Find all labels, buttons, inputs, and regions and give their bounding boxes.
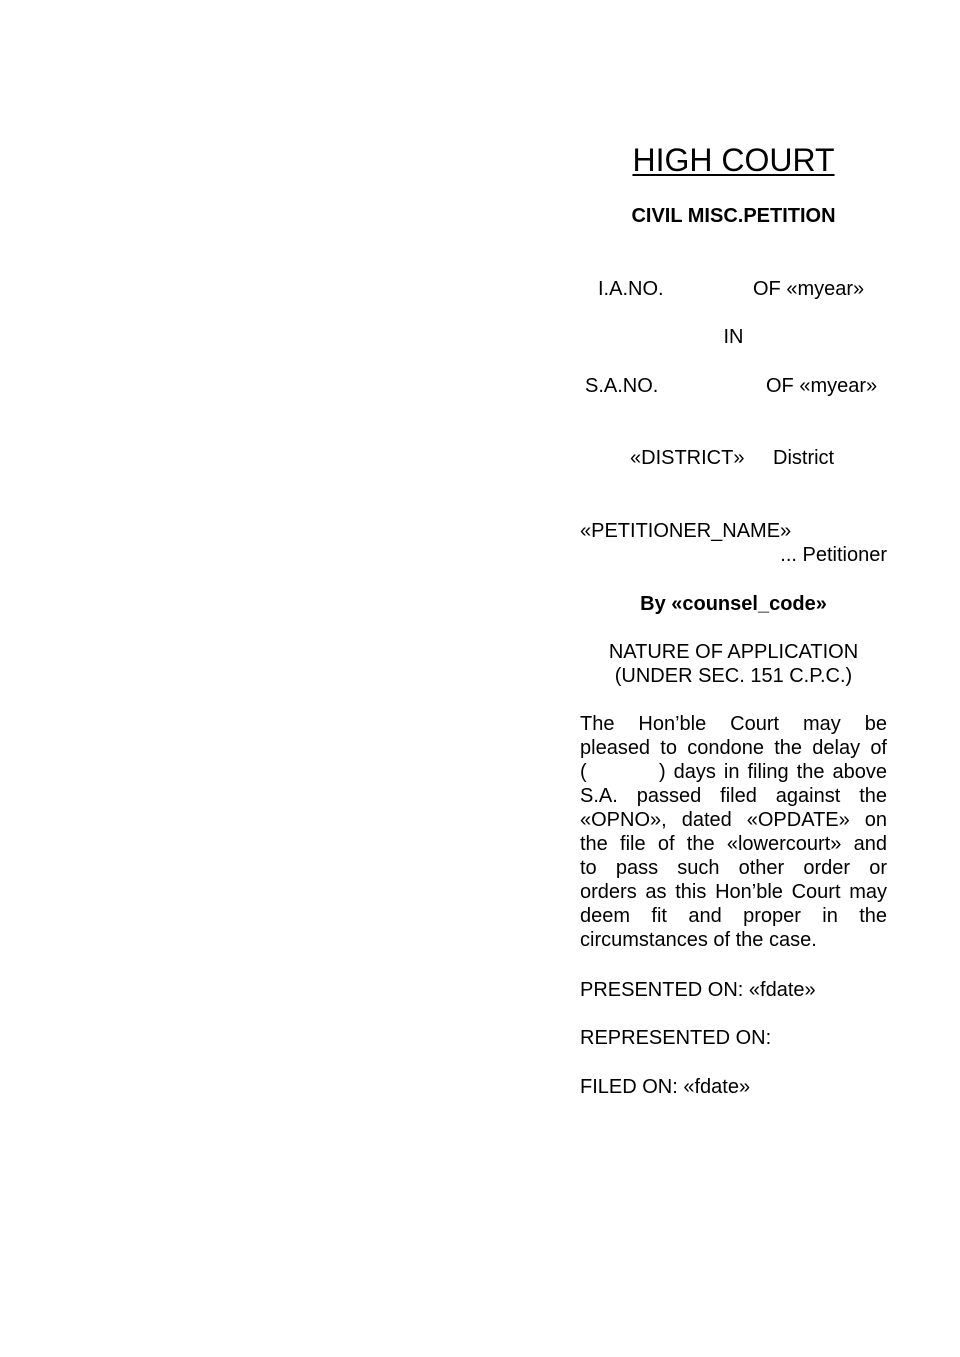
body-line: S.A. passed filed against the — [580, 785, 887, 807]
body-line: The Hon’ble Court may be — [580, 713, 887, 735]
in-label: IN — [723, 326, 744, 348]
body-line: «OPNO», dated «OPDATE» on — [580, 809, 887, 831]
ia-number-label: I.A.NO. — [598, 278, 664, 300]
application-body — [580, 712, 887, 952]
nature-heading: NATURE OF APPLICATION — [608, 641, 859, 663]
represented-on: REPRESENTED ON: — [580, 1027, 772, 1049]
petitioner-name: «PETITIONER_NAME» — [580, 520, 792, 542]
body-line: ( ) days in filing the above — [580, 761, 887, 783]
body-line: the file of the «lowercourt» and — [580, 833, 887, 855]
counsel-line: By «counsel_code» — [640, 593, 827, 615]
sa-number-label: S.A.NO. — [585, 375, 659, 397]
presented-on: PRESENTED ON: «fdate» — [580, 979, 816, 1001]
petitioner-label: ... Petitioner — [780, 544, 887, 566]
court-title: HIGH COURT — [632, 142, 835, 178]
nature-subheading: (UNDER SEC. 151 C.P.C.) — [614, 665, 853, 687]
body-line: deem fit and proper in the — [580, 905, 887, 927]
petition-type-heading: CIVIL MISC.PETITION — [631, 205, 836, 227]
body-line: orders as this Hon’ble Court may — [580, 881, 887, 903]
sa-year-label: OF «myear» — [766, 375, 878, 397]
district-label: District — [773, 447, 835, 469]
filed-on: FILED ON: «fdate» — [580, 1076, 751, 1098]
body-line: circumstances of the case. — [580, 929, 817, 951]
district-field: «DISTRICT» — [630, 447, 745, 469]
ia-year-label: OF «myear» — [753, 278, 865, 300]
body-line: pleased to condone the delay of — [580, 737, 887, 759]
body-line: to pass such other order or — [580, 857, 887, 879]
